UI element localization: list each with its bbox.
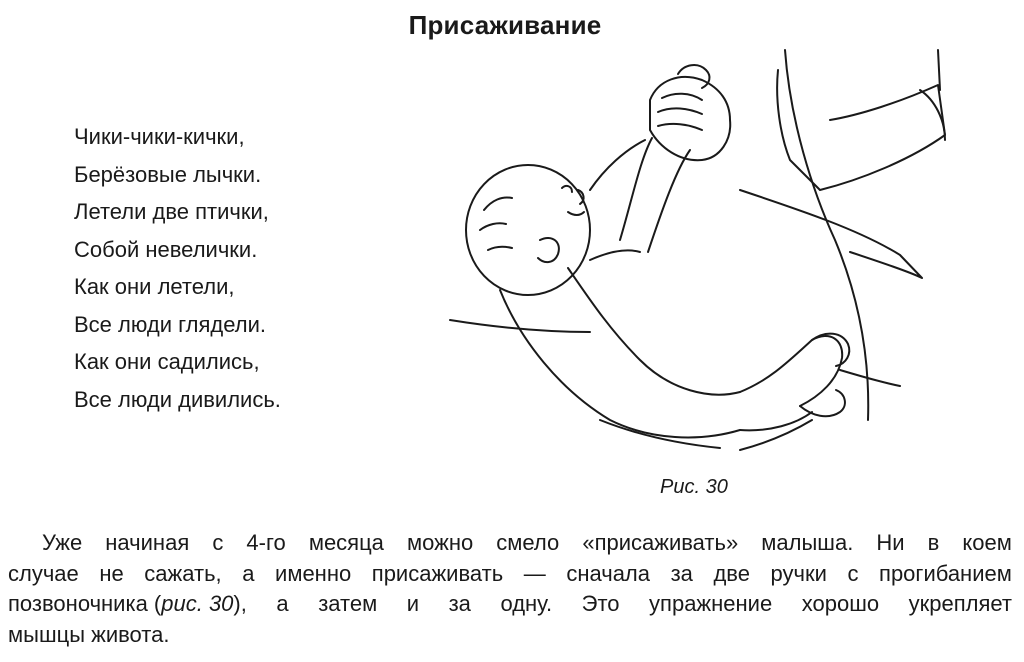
baby-sitting-up-illustration bbox=[440, 40, 1010, 460]
adult-arm bbox=[740, 190, 922, 278]
body-word: смело bbox=[496, 530, 560, 555]
body-word: а bbox=[242, 560, 255, 586]
adult-hand bbox=[650, 77, 730, 160]
body-line bbox=[8, 528, 1012, 559]
adult-finger bbox=[662, 94, 702, 100]
baby-eye bbox=[562, 186, 572, 192]
baby-leg bbox=[740, 336, 842, 406]
body-line bbox=[8, 620, 1012, 651]
body-word: Это bbox=[581, 591, 620, 616]
baby-head bbox=[466, 165, 590, 295]
body-word: ручки bbox=[770, 560, 827, 586]
body-word: в bbox=[927, 530, 940, 555]
body-line bbox=[8, 559, 1012, 590]
baby-arm bbox=[648, 150, 690, 252]
baby-mouth bbox=[568, 212, 584, 215]
body-word: Уже bbox=[42, 530, 83, 555]
body-word: коем bbox=[962, 530, 1012, 555]
body-fragment: позвоночника ( bbox=[8, 591, 162, 616]
figure-reference: рис. 30 bbox=[161, 591, 234, 616]
body-word: «присаживать» bbox=[582, 530, 739, 555]
baby-back bbox=[500, 290, 740, 437]
body-word-group bbox=[8, 589, 247, 620]
poem-line: Берёзовые лычки. bbox=[74, 161, 262, 187]
poem-line: Как они садились, bbox=[74, 349, 260, 374]
baby-torso bbox=[568, 268, 740, 395]
body-word: с bbox=[847, 560, 859, 586]
surface-line bbox=[840, 370, 900, 386]
baby-hair bbox=[480, 198, 512, 251]
body-word: с bbox=[212, 530, 224, 555]
body-word: месяца bbox=[308, 530, 384, 555]
body-word: начиная bbox=[105, 530, 190, 555]
body-paragraph bbox=[8, 528, 1012, 650]
poem-line: Как они летели, bbox=[74, 274, 235, 299]
adult-finger bbox=[658, 124, 702, 130]
body-fragment: мышцы живота. bbox=[8, 621, 170, 647]
baby-ear bbox=[538, 238, 559, 262]
body-word: — bbox=[523, 560, 546, 586]
body-word: малыша. bbox=[761, 530, 854, 555]
body-word: упражнение bbox=[649, 591, 773, 616]
poem-line: Все люди дивились. bbox=[74, 386, 281, 412]
adult-finger bbox=[658, 108, 702, 114]
body-fragment: ), bbox=[233, 591, 247, 616]
baby-leg bbox=[740, 412, 812, 430]
body-word: именно bbox=[275, 560, 352, 586]
body-word: одну. bbox=[500, 591, 553, 616]
body-word: случае bbox=[8, 560, 79, 586]
poem-line: Чики-чики-кички, bbox=[74, 124, 245, 149]
body-word: хорошо bbox=[801, 591, 880, 616]
body-word: за bbox=[448, 591, 471, 616]
body-word: и bbox=[406, 591, 420, 616]
body-word: сажать, bbox=[144, 560, 222, 586]
page-title: Присаживание bbox=[408, 10, 602, 40]
body-word: затем bbox=[318, 591, 378, 616]
body-word: а bbox=[276, 591, 289, 616]
poem-line: Собой невелички. bbox=[74, 236, 258, 262]
adult-sleeve bbox=[777, 70, 945, 190]
adult-body bbox=[785, 50, 868, 420]
body-word: Ни bbox=[876, 530, 905, 555]
poem-line: Все люди глядели. bbox=[74, 311, 266, 337]
body-word: две bbox=[713, 560, 750, 586]
body-word: присаживать bbox=[371, 560, 504, 586]
body-word: можно bbox=[407, 530, 474, 555]
baby-shoulder bbox=[590, 250, 640, 260]
figure-caption: Рис. 30 bbox=[660, 476, 728, 498]
surface-line bbox=[740, 420, 812, 450]
body-word: за bbox=[670, 560, 693, 586]
poem bbox=[74, 118, 414, 418]
adult-body-edge bbox=[938, 50, 940, 90]
body-word: сначала bbox=[566, 560, 650, 586]
body-line bbox=[8, 589, 1012, 620]
body-word: прогибанием bbox=[879, 560, 1012, 586]
body-word: 4-го bbox=[246, 530, 286, 555]
body-word: не bbox=[99, 560, 124, 586]
body-word: укрепляет bbox=[908, 591, 1012, 616]
poem-line: Летели две птички, bbox=[74, 199, 269, 224]
